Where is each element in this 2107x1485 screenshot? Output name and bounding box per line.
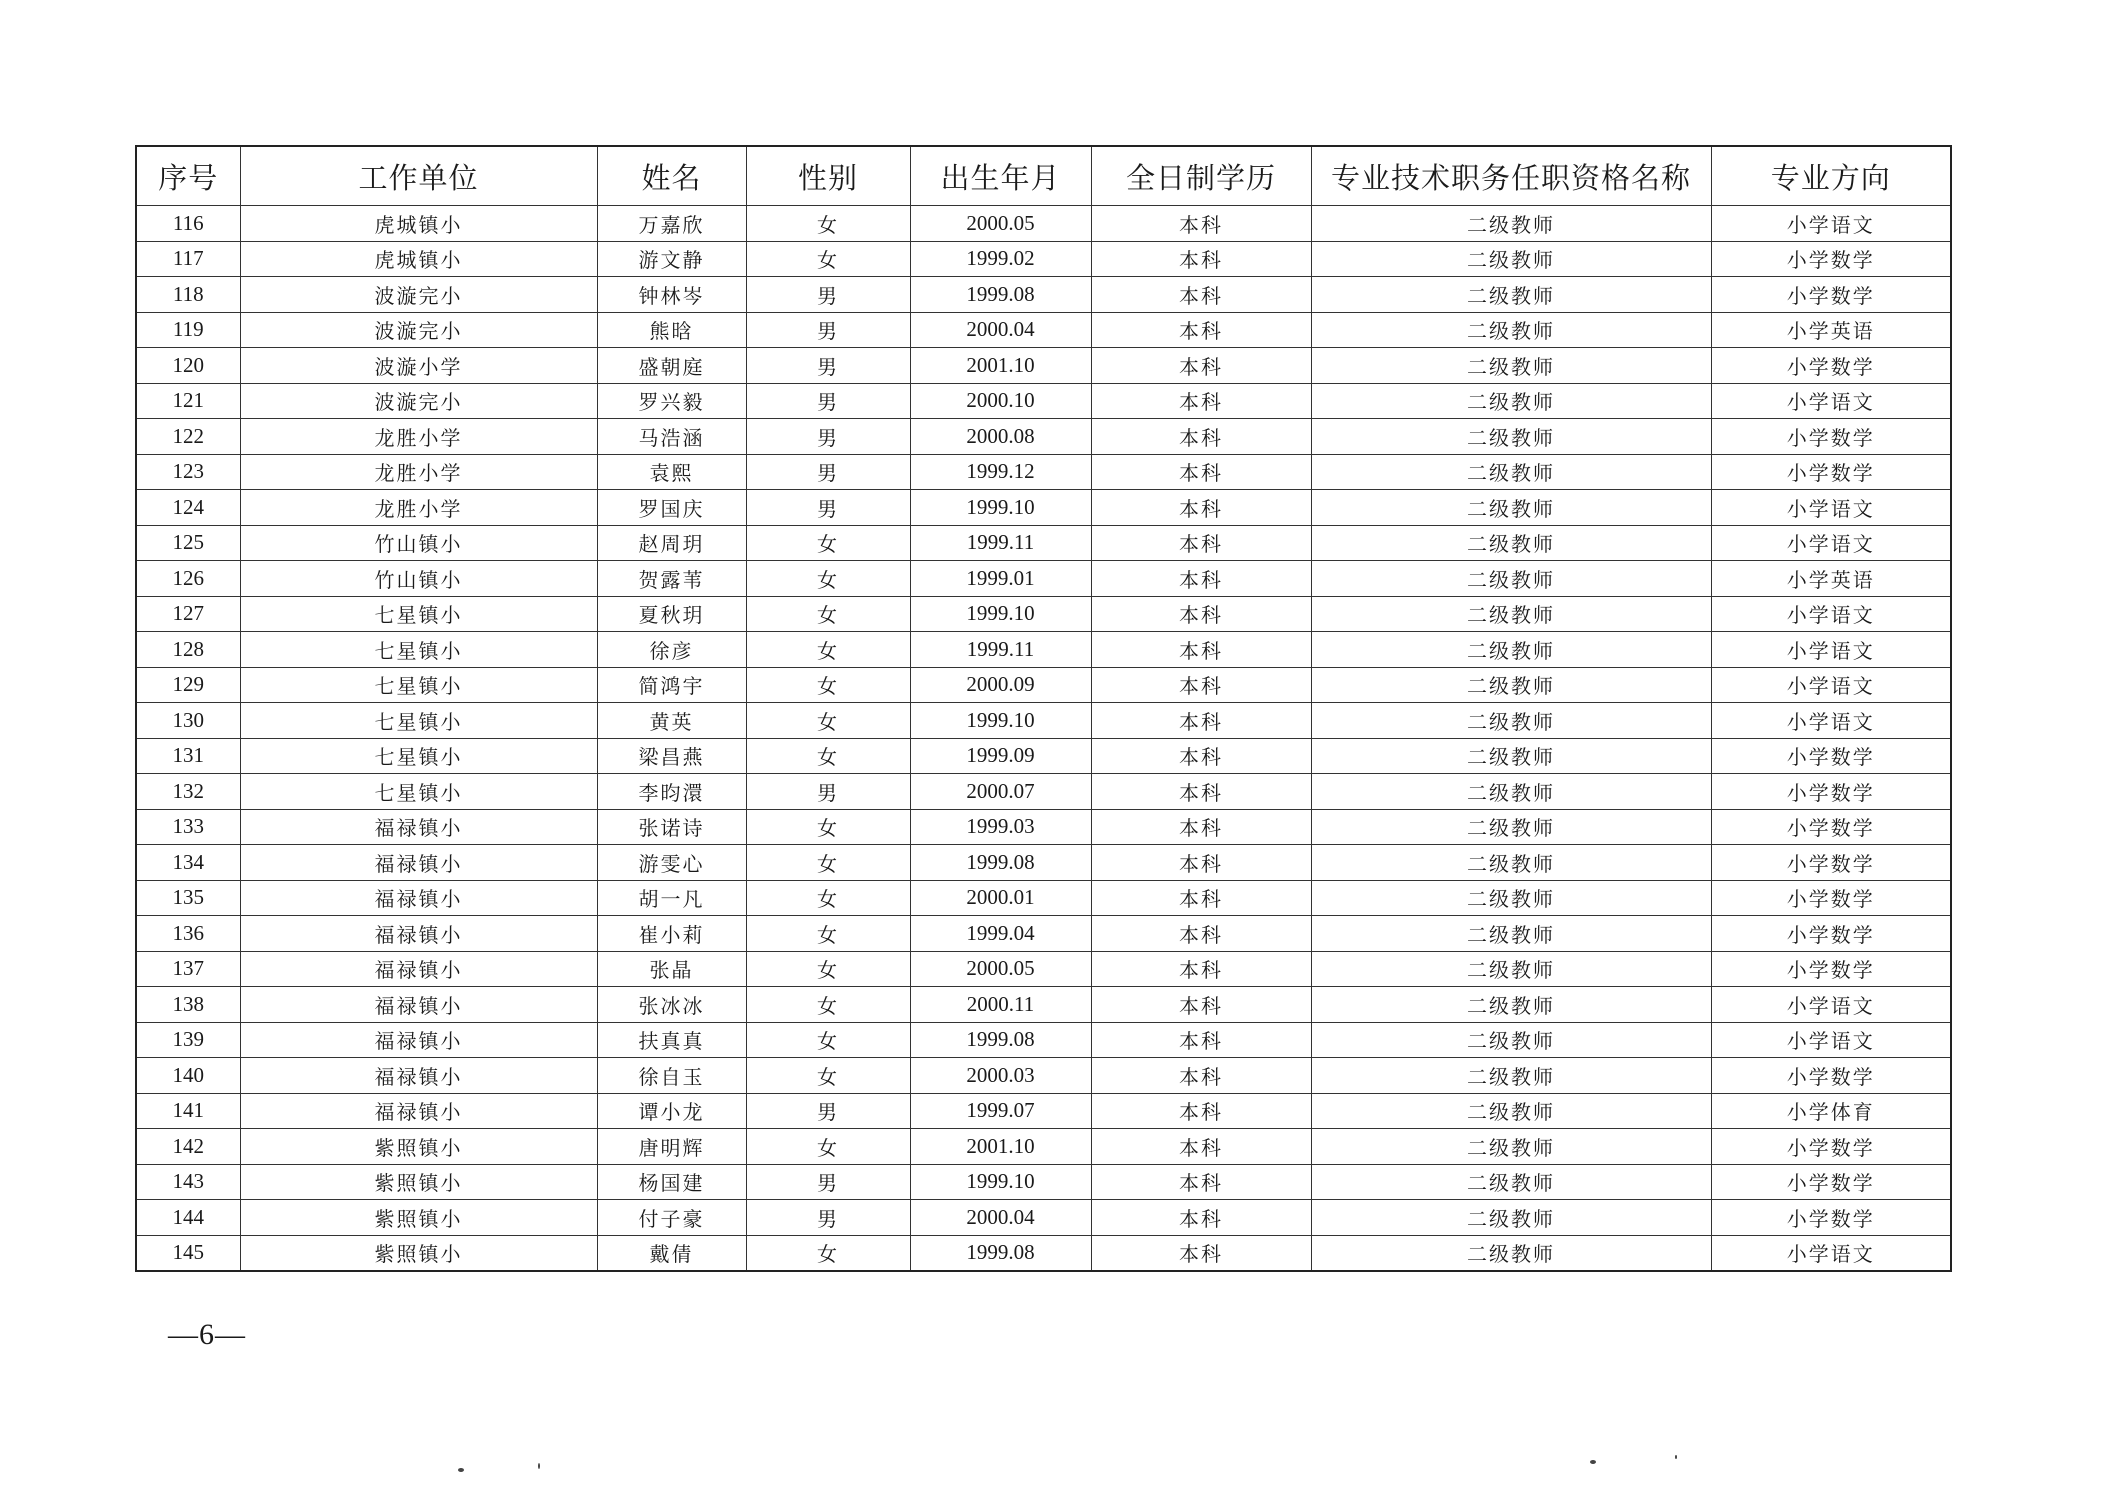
cell-col-index: 133 (136, 809, 240, 845)
cell-col-major: 小学数学 (1711, 348, 1951, 384)
cell-col-gender: 女 (746, 1022, 910, 1058)
cell-col-index: 139 (136, 1022, 240, 1058)
cell-col-name: 梁昌燕 (597, 738, 746, 774)
cell-col-name: 盛朝庭 (597, 348, 746, 384)
cell-col-major: 小学语文 (1711, 632, 1951, 668)
table-row (136, 277, 1951, 313)
table-row (136, 312, 1951, 348)
table-row (136, 774, 1951, 810)
cell-col-major: 小学语文 (1711, 490, 1951, 526)
table-row (136, 1058, 1951, 1094)
cell-col-birth: 1999.07 (910, 1093, 1091, 1129)
cell-col-work-unit: 波漩完小 (240, 277, 597, 313)
header-col-name: 姓名 (597, 146, 746, 206)
cell-col-name: 马浩涵 (597, 419, 746, 455)
cell-col-title: 二级教师 (1311, 738, 1711, 774)
cell-col-birth: 1999.08 (910, 845, 1091, 881)
cell-col-major: 小学语文 (1711, 383, 1951, 419)
cell-col-education: 本科 (1091, 703, 1311, 739)
cell-col-birth: 2000.05 (910, 206, 1091, 242)
cell-col-name: 张冰冰 (597, 987, 746, 1023)
cell-col-index: 144 (136, 1200, 240, 1236)
cell-col-major: 小学数学 (1711, 809, 1951, 845)
cell-col-work-unit: 七星镇小 (240, 667, 597, 703)
table-row (136, 916, 1951, 952)
cell-col-gender: 男 (746, 312, 910, 348)
table-row (136, 845, 1951, 881)
cell-col-birth: 2000.10 (910, 383, 1091, 419)
cell-col-gender: 男 (746, 383, 910, 419)
cell-col-birth: 1999.08 (910, 1022, 1091, 1058)
cell-col-birth: 1999.11 (910, 632, 1091, 668)
table-row (136, 703, 1951, 739)
cell-col-index: 125 (136, 525, 240, 561)
cell-col-education: 本科 (1091, 809, 1311, 845)
cell-col-work-unit: 福禄镇小 (240, 951, 597, 987)
cell-col-birth: 2000.05 (910, 951, 1091, 987)
cell-col-work-unit: 紫照镇小 (240, 1129, 597, 1165)
cell-col-index: 129 (136, 667, 240, 703)
cell-col-gender: 男 (746, 348, 910, 384)
cell-col-education: 本科 (1091, 667, 1311, 703)
cell-col-title: 二级教师 (1311, 383, 1711, 419)
cell-col-index: 142 (136, 1129, 240, 1165)
cell-col-major: 小学语文 (1711, 1235, 1951, 1271)
table-row (136, 383, 1951, 419)
cell-col-education: 本科 (1091, 1235, 1311, 1271)
header-row (136, 146, 1951, 206)
cell-col-birth: 1999.10 (910, 490, 1091, 526)
cell-col-major: 小学数学 (1711, 1200, 1951, 1236)
cell-col-birth: 2000.01 (910, 880, 1091, 916)
cell-col-birth: 2000.11 (910, 987, 1091, 1023)
cell-col-education: 本科 (1091, 383, 1311, 419)
table-row (136, 561, 1951, 597)
cell-col-education: 本科 (1091, 880, 1311, 916)
cell-col-birth: 2000.09 (910, 667, 1091, 703)
cell-col-education: 本科 (1091, 1022, 1311, 1058)
cell-col-major: 小学数学 (1711, 1129, 1951, 1165)
cell-col-name: 杨国建 (597, 1164, 746, 1200)
cell-col-education: 本科 (1091, 277, 1311, 313)
cell-col-major: 小学语文 (1711, 667, 1951, 703)
cell-col-gender: 女 (746, 951, 910, 987)
scan-speck (538, 1463, 540, 1469)
cell-col-index: 121 (136, 383, 240, 419)
header-col-title: 专业技术职务任职资格名称 (1311, 146, 1711, 206)
cell-col-work-unit: 紫照镇小 (240, 1164, 597, 1200)
cell-col-gender: 女 (746, 561, 910, 597)
cell-col-education: 本科 (1091, 561, 1311, 597)
cell-col-birth: 1999.08 (910, 277, 1091, 313)
cell-col-work-unit: 七星镇小 (240, 703, 597, 739)
cell-col-work-unit: 龙胜小学 (240, 419, 597, 455)
cell-col-index: 126 (136, 561, 240, 597)
cell-col-index: 116 (136, 206, 240, 242)
cell-col-name: 徐自玉 (597, 1058, 746, 1094)
cell-col-education: 本科 (1091, 490, 1311, 526)
cell-col-major: 小学数学 (1711, 419, 1951, 455)
cell-col-name: 徐彦 (597, 632, 746, 668)
cell-col-birth: 2000.04 (910, 312, 1091, 348)
cell-col-birth: 2000.08 (910, 419, 1091, 455)
cell-col-gender: 女 (746, 1235, 910, 1271)
cell-col-name: 罗兴毅 (597, 383, 746, 419)
cell-col-name: 袁熙 (597, 454, 746, 490)
cell-col-major: 小学数学 (1711, 277, 1951, 313)
header-col-birth: 出生年月 (910, 146, 1091, 206)
cell-col-index: 134 (136, 845, 240, 881)
cell-col-major: 小学数学 (1711, 241, 1951, 277)
cell-col-work-unit: 福禄镇小 (240, 1022, 597, 1058)
cell-col-work-unit: 波漩完小 (240, 312, 597, 348)
table-row (136, 1164, 1951, 1200)
cell-col-title: 二级教师 (1311, 1093, 1711, 1129)
cell-col-name: 李昀澴 (597, 774, 746, 810)
table-row (136, 1022, 1951, 1058)
cell-col-title: 二级教师 (1311, 1200, 1711, 1236)
cell-col-index: 141 (136, 1093, 240, 1129)
cell-col-title: 二级教师 (1311, 916, 1711, 952)
cell-col-name: 万嘉欣 (597, 206, 746, 242)
table-header (136, 146, 1951, 206)
cell-col-title: 二级教师 (1311, 1022, 1711, 1058)
cell-col-work-unit: 竹山镇小 (240, 525, 597, 561)
cell-col-education: 本科 (1091, 987, 1311, 1023)
cell-col-name: 罗国庆 (597, 490, 746, 526)
cell-col-education: 本科 (1091, 738, 1311, 774)
cell-col-title: 二级教师 (1311, 348, 1711, 384)
table-row (136, 667, 1951, 703)
cell-col-index: 123 (136, 454, 240, 490)
cell-col-name: 胡一凡 (597, 880, 746, 916)
cell-col-birth: 1999.10 (910, 1164, 1091, 1200)
cell-col-title: 二级教师 (1311, 277, 1711, 313)
table-row (136, 525, 1951, 561)
table-row (136, 596, 1951, 632)
cell-col-title: 二级教师 (1311, 1164, 1711, 1200)
cell-col-education: 本科 (1091, 1058, 1311, 1094)
cell-col-title: 二级教师 (1311, 667, 1711, 703)
cell-col-birth: 1999.04 (910, 916, 1091, 952)
scan-speck (458, 1468, 464, 1472)
cell-col-index: 127 (136, 596, 240, 632)
cell-col-major: 小学数学 (1711, 738, 1951, 774)
cell-col-birth: 1999.11 (910, 525, 1091, 561)
cell-col-birth: 2000.07 (910, 774, 1091, 810)
cell-col-gender: 女 (746, 241, 910, 277)
cell-col-work-unit: 福禄镇小 (240, 809, 597, 845)
table-row (136, 1235, 1951, 1271)
cell-col-birth: 2000.04 (910, 1200, 1091, 1236)
cell-col-name: 游雯心 (597, 845, 746, 881)
cell-col-major: 小学数学 (1711, 845, 1951, 881)
cell-col-title: 二级教师 (1311, 596, 1711, 632)
cell-col-index: 117 (136, 241, 240, 277)
cell-col-gender: 女 (746, 667, 910, 703)
cell-col-major: 小学体育 (1711, 1093, 1951, 1129)
cell-col-education: 本科 (1091, 845, 1311, 881)
cell-col-title: 二级教师 (1311, 1129, 1711, 1165)
cell-col-education: 本科 (1091, 454, 1311, 490)
page-number: —6— (168, 1318, 246, 1351)
cell-col-gender: 女 (746, 703, 910, 739)
cell-col-education: 本科 (1091, 1093, 1311, 1129)
cell-col-birth: 1999.10 (910, 596, 1091, 632)
cell-col-index: 131 (136, 738, 240, 774)
scan-speck (1590, 1460, 1596, 1464)
cell-col-education: 本科 (1091, 951, 1311, 987)
cell-col-gender: 男 (746, 1093, 910, 1129)
cell-col-title: 二级教师 (1311, 809, 1711, 845)
table-row (136, 1093, 1951, 1129)
cell-col-title: 二级教师 (1311, 1235, 1711, 1271)
cell-col-name: 付子豪 (597, 1200, 746, 1236)
cell-col-gender: 男 (746, 419, 910, 455)
cell-col-work-unit: 虎城镇小 (240, 241, 597, 277)
cell-col-index: 128 (136, 632, 240, 668)
cell-col-gender: 男 (746, 1164, 910, 1200)
cell-col-index: 143 (136, 1164, 240, 1200)
table-row (136, 348, 1951, 384)
cell-col-name: 张诺诗 (597, 809, 746, 845)
cell-col-name: 赵周玥 (597, 525, 746, 561)
cell-col-work-unit: 七星镇小 (240, 774, 597, 810)
table-row (136, 809, 1951, 845)
cell-col-title: 二级教师 (1311, 845, 1711, 881)
table-row (136, 1200, 1951, 1236)
cell-col-major: 小学英语 (1711, 312, 1951, 348)
cell-col-gender: 女 (746, 525, 910, 561)
cell-col-gender: 男 (746, 277, 910, 313)
cell-col-title: 二级教师 (1311, 312, 1711, 348)
cell-col-education: 本科 (1091, 1200, 1311, 1236)
cell-col-title: 二级教师 (1311, 1058, 1711, 1094)
cell-col-gender: 女 (746, 632, 910, 668)
cell-col-gender: 女 (746, 880, 910, 916)
header-col-education: 全日制学历 (1091, 146, 1311, 206)
cell-col-title: 二级教师 (1311, 454, 1711, 490)
cell-col-gender: 女 (746, 596, 910, 632)
cell-col-gender: 女 (746, 987, 910, 1023)
table-row (136, 987, 1951, 1023)
cell-col-gender: 男 (746, 774, 910, 810)
table-row (136, 206, 1951, 242)
cell-col-birth: 2001.10 (910, 1129, 1091, 1165)
cell-col-name: 扶真真 (597, 1022, 746, 1058)
cell-col-education: 本科 (1091, 206, 1311, 242)
cell-col-gender: 女 (746, 845, 910, 881)
table-row (136, 951, 1951, 987)
cell-col-work-unit: 福禄镇小 (240, 987, 597, 1023)
table-row (136, 241, 1951, 277)
table-row (136, 738, 1951, 774)
cell-col-work-unit: 波漩小学 (240, 348, 597, 384)
cell-col-gender: 女 (746, 1129, 910, 1165)
cell-col-work-unit: 龙胜小学 (240, 490, 597, 526)
table-row (136, 632, 1951, 668)
cell-col-name: 熊晗 (597, 312, 746, 348)
cell-col-birth: 2001.10 (910, 348, 1091, 384)
cell-col-education: 本科 (1091, 241, 1311, 277)
cell-col-name: 戴倩 (597, 1235, 746, 1271)
cell-col-gender: 女 (746, 809, 910, 845)
cell-col-education: 本科 (1091, 596, 1311, 632)
cell-col-major: 小学数学 (1711, 880, 1951, 916)
cell-col-education: 本科 (1091, 1164, 1311, 1200)
cell-col-index: 124 (136, 490, 240, 526)
table-row (136, 490, 1951, 526)
cell-col-title: 二级教师 (1311, 419, 1711, 455)
cell-col-title: 二级教师 (1311, 206, 1711, 242)
cell-col-birth: 1999.01 (910, 561, 1091, 597)
cell-col-title: 二级教师 (1311, 951, 1711, 987)
header-col-major: 专业方向 (1711, 146, 1951, 206)
cell-col-index: 136 (136, 916, 240, 952)
cell-col-index: 137 (136, 951, 240, 987)
cell-col-birth: 1999.09 (910, 738, 1091, 774)
header-col-index: 序号 (136, 146, 240, 206)
cell-col-major: 小学数学 (1711, 1164, 1951, 1200)
cell-col-major: 小学语文 (1711, 206, 1951, 242)
cell-col-education: 本科 (1091, 916, 1311, 952)
cell-col-index: 135 (136, 880, 240, 916)
cell-col-name: 黄英 (597, 703, 746, 739)
cell-col-name: 崔小莉 (597, 916, 746, 952)
cell-col-education: 本科 (1091, 525, 1311, 561)
header-col-work-unit: 工作单位 (240, 146, 597, 206)
cell-col-work-unit: 七星镇小 (240, 596, 597, 632)
cell-col-birth: 1999.08 (910, 1235, 1091, 1271)
cell-col-birth: 1999.02 (910, 241, 1091, 277)
cell-col-index: 140 (136, 1058, 240, 1094)
cell-col-major: 小学语文 (1711, 525, 1951, 561)
cell-col-title: 二级教师 (1311, 490, 1711, 526)
cell-col-work-unit: 福禄镇小 (240, 845, 597, 881)
cell-col-education: 本科 (1091, 419, 1311, 455)
cell-col-major: 小学英语 (1711, 561, 1951, 597)
cell-col-name: 谭小龙 (597, 1093, 746, 1129)
cell-col-index: 132 (136, 774, 240, 810)
cell-col-major: 小学语文 (1711, 1022, 1951, 1058)
cell-col-education: 本科 (1091, 632, 1311, 668)
cell-col-gender: 女 (746, 738, 910, 774)
cell-col-birth: 1999.10 (910, 703, 1091, 739)
cell-col-work-unit: 龙胜小学 (240, 454, 597, 490)
table-row (136, 1129, 1951, 1165)
cell-col-birth: 1999.12 (910, 454, 1091, 490)
cell-col-title: 二级教师 (1311, 987, 1711, 1023)
cell-col-gender: 女 (746, 206, 910, 242)
cell-col-title: 二级教师 (1311, 880, 1711, 916)
cell-col-major: 小学语文 (1711, 703, 1951, 739)
cell-col-name: 夏秋玥 (597, 596, 746, 632)
cell-col-work-unit: 波漩完小 (240, 383, 597, 419)
cell-col-major: 小学数学 (1711, 1058, 1951, 1094)
cell-col-work-unit: 福禄镇小 (240, 1093, 597, 1129)
cell-col-title: 二级教师 (1311, 241, 1711, 277)
cell-col-index: 138 (136, 987, 240, 1023)
cell-col-gender: 男 (746, 454, 910, 490)
table-row (136, 880, 1951, 916)
cell-col-gender: 男 (746, 490, 910, 526)
cell-col-education: 本科 (1091, 348, 1311, 384)
cell-col-name: 贺露苇 (597, 561, 746, 597)
table-body (136, 206, 1951, 1272)
cell-col-name: 张晶 (597, 951, 746, 987)
cell-col-index: 118 (136, 277, 240, 313)
cell-col-index: 119 (136, 312, 240, 348)
cell-col-major: 小学数学 (1711, 454, 1951, 490)
table-row (136, 454, 1951, 490)
cell-col-work-unit: 七星镇小 (240, 632, 597, 668)
cell-col-education: 本科 (1091, 1129, 1311, 1165)
cell-col-gender: 女 (746, 916, 910, 952)
cell-col-work-unit: 紫照镇小 (240, 1235, 597, 1271)
scan-speck (1675, 1455, 1677, 1459)
cell-col-gender: 女 (746, 1058, 910, 1094)
cell-col-education: 本科 (1091, 312, 1311, 348)
cell-col-major: 小学数学 (1711, 916, 1951, 952)
cell-col-name: 简鸿宇 (597, 667, 746, 703)
cell-col-work-unit: 七星镇小 (240, 738, 597, 774)
teacher-roster-table (135, 145, 1952, 1272)
cell-col-education: 本科 (1091, 774, 1311, 810)
cell-col-title: 二级教师 (1311, 525, 1711, 561)
cell-col-birth: 1999.03 (910, 809, 1091, 845)
cell-col-major: 小学数学 (1711, 774, 1951, 810)
cell-col-index: 122 (136, 419, 240, 455)
cell-col-title: 二级教师 (1311, 561, 1711, 597)
header-col-gender: 性别 (746, 146, 910, 206)
cell-col-name: 游文静 (597, 241, 746, 277)
cell-col-birth: 2000.03 (910, 1058, 1091, 1094)
cell-col-work-unit: 福禄镇小 (240, 916, 597, 952)
cell-col-title: 二级教师 (1311, 703, 1711, 739)
cell-col-title: 二级教师 (1311, 774, 1711, 810)
cell-col-major: 小学数学 (1711, 951, 1951, 987)
cell-col-work-unit: 紫照镇小 (240, 1200, 597, 1236)
cell-col-index: 145 (136, 1235, 240, 1271)
cell-col-index: 130 (136, 703, 240, 739)
table-row (136, 419, 1951, 455)
cell-col-name: 钟林岑 (597, 277, 746, 313)
cell-col-work-unit: 福禄镇小 (240, 1058, 597, 1094)
cell-col-index: 120 (136, 348, 240, 384)
cell-col-gender: 男 (746, 1200, 910, 1236)
cell-col-work-unit: 福禄镇小 (240, 880, 597, 916)
cell-col-major: 小学语文 (1711, 596, 1951, 632)
cell-col-major: 小学语文 (1711, 987, 1951, 1023)
cell-col-title: 二级教师 (1311, 632, 1711, 668)
cell-col-work-unit: 虎城镇小 (240, 206, 597, 242)
cell-col-work-unit: 竹山镇小 (240, 561, 597, 597)
cell-col-name: 唐明辉 (597, 1129, 746, 1165)
